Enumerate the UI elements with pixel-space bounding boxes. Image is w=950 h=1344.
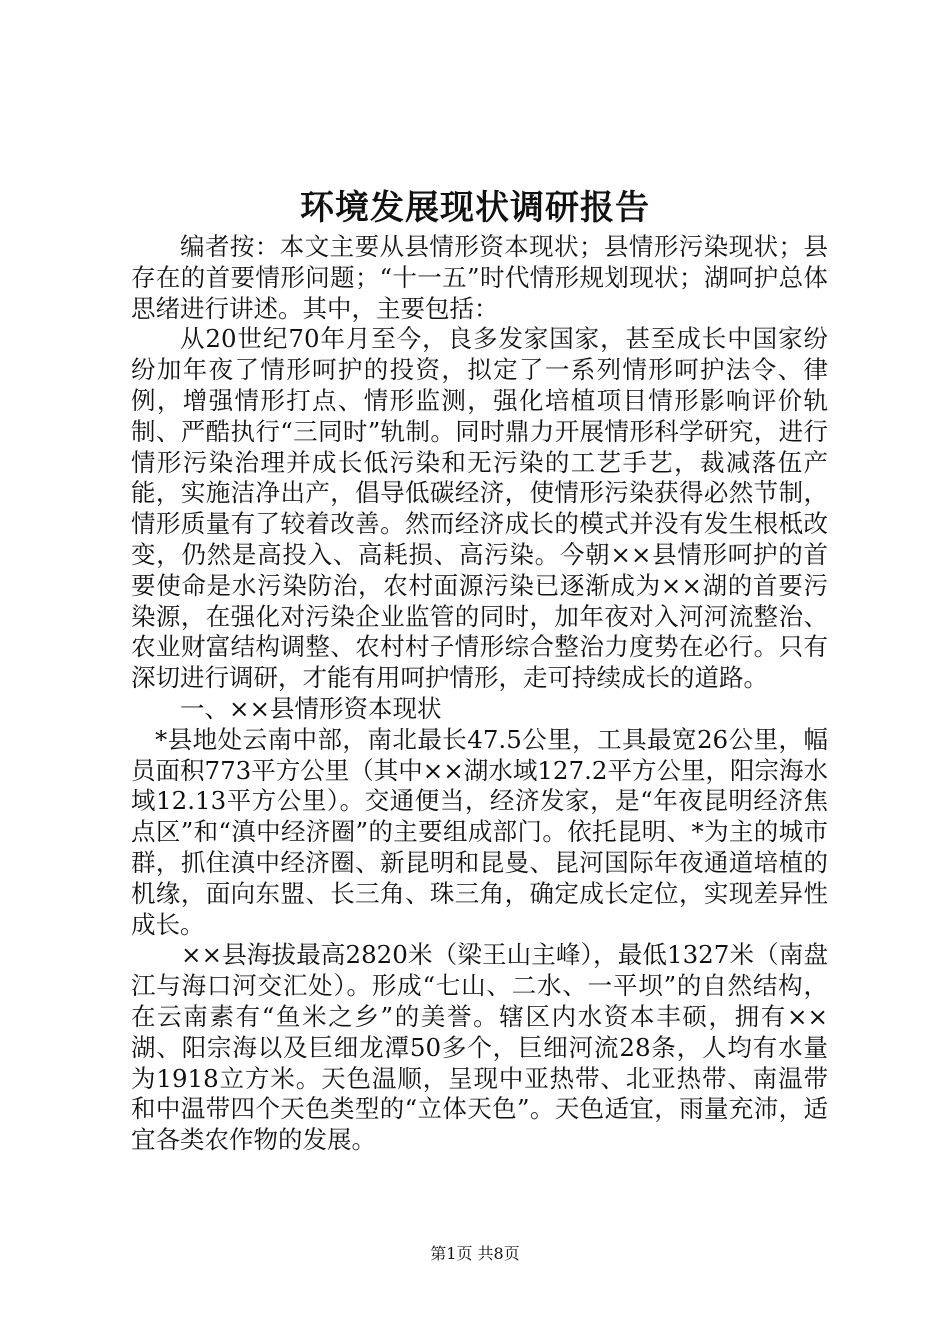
section-paragraph-geography: ××县海拔最高2820米（梁王山主峰），最低1327米（南盘江与海口河交汇处）。形成“七山、二水、一平坝”的自然结构，在云南素有“鱼米之乡”的美誉。辖区内水资本丰硕，拥有××湖、阳宗海以及巨细龙潭50多个，巨细河流28条，人均有水量为1918立方米。天色温顺，呈现中亚热带、北亚热带、南温带和中温带四个天色类型的“立体天色”。天色适宜，雨量充沛，适宜各类农作物的发展。 xyxy=(131,940,828,1155)
editor-note-paragraph: 编者按：本文主要从县情形资本现状；县情形污染现状；县存在的首要情形问题；“十一五”时代情形规划现状；湖呵护总体思绪进行讲述。其中，主要包括： xyxy=(131,232,828,323)
section-paragraph-location: *县地处云南中部，南北最长47.5公里，工具最宽26公里，幅员面积773平方公里（其中××湖水域127.2平方公里，阳宗海水域12.13平方公里）。交通便当，经济发家，是“年夜昆明经济焦点区”和“滇中经济圈”的主要组成部门。依托昆明、*为主的城市群，抓住滇中经济圈、新昆明和昆曼、昆河国际年夜通道培植的机缘，面向东盟、长三角、珠三角，确定成长定位，实现差异性成长。 xyxy=(131,724,828,939)
page-number-footer: 第1页 共8页 xyxy=(430,1244,520,1263)
intro-paragraph: 从20世纪70年月至今，良多发家国家，甚至成长中国家纷纷加年夜了情形呵护的投资，拟定了一系列情形呵护法令、律例，增强情形打点、情形监测，强化培植项目情形影响评价轨制、严酷执行“三同时”轨制。同时鼎力开展情形科学研究，进行情形污染治理并成长低污染和无污染的工艺手艺，裁减落伍产能，实施洁净出产，倡导低碳经济，使情形污染获得必然节制，情形质量有了较着改善。然而经济成长的模式并没有发生根柢改变，仍然是高投入、高耗损、高污染。今朝××县情形呵护的首要使命是水污染防治，农村面源污染已逐渐成为××湖的首要污染源，在强化对污染企业监管的同时，加年夜对入河河流整治、农业财富结构调整、农村村子情形综合整治力度势在必行。只有深切进行调研，才能有用呵护情形，走可持续成长的道路。 xyxy=(131,324,828,693)
section-heading: 一、××县情形资本现状 xyxy=(180,693,442,723)
document-title: 环境发展现状调研报告 xyxy=(300,188,650,228)
document-body xyxy=(131,232,828,1156)
